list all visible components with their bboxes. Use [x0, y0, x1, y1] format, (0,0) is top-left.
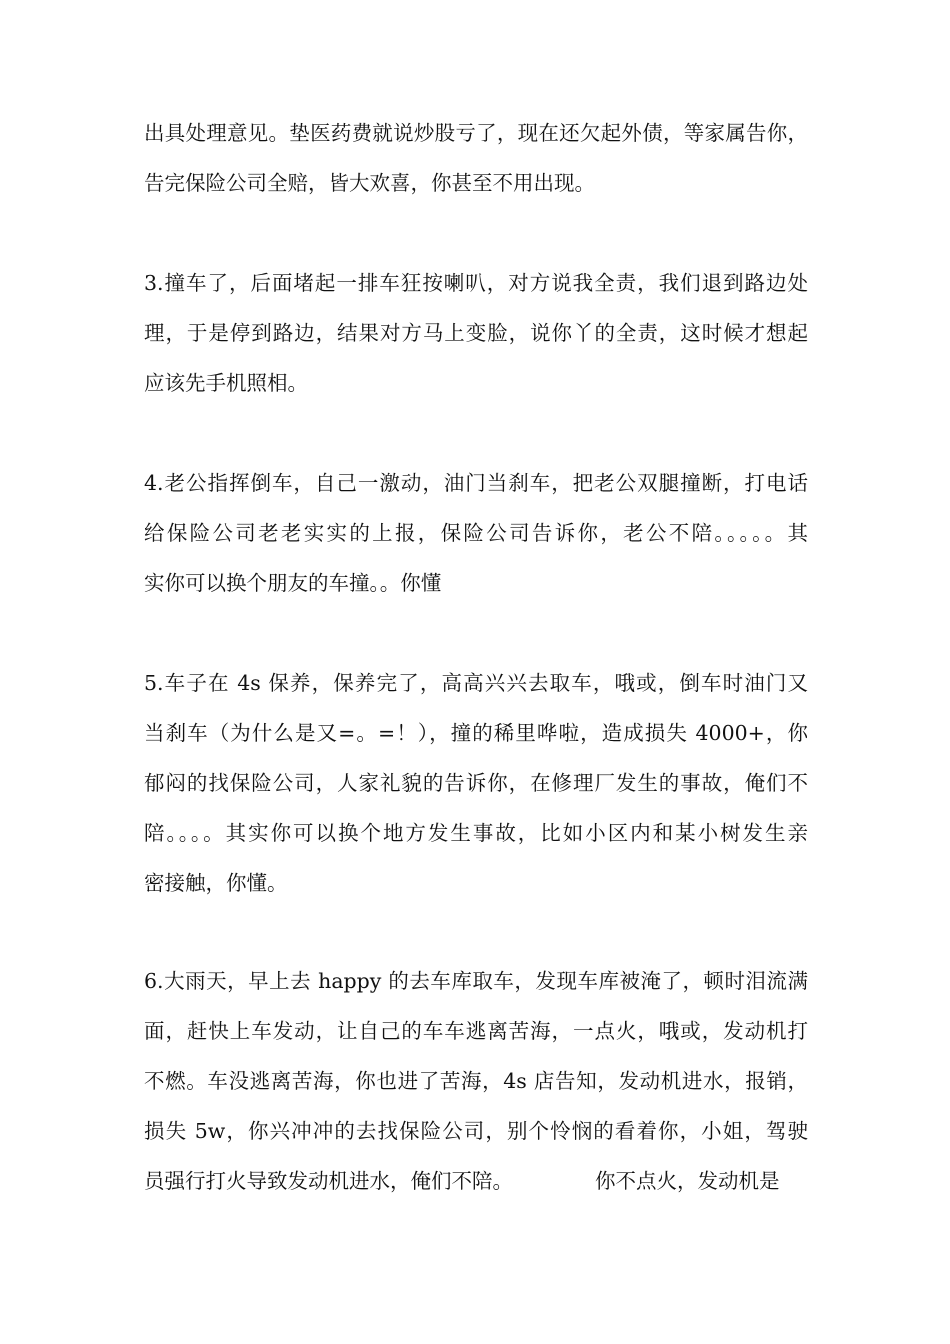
text-line: 面，赶快上车发动，让自己的车车逃离苦海，一点火，哦或，发动机打 [144, 1019, 808, 1043]
paragraph-item-6 [144, 956, 808, 1206]
text-line: 告完保险公司全赔，皆大欢喜，你甚至不用出现。 [144, 171, 595, 195]
text-line: 郁闷的找保险公司，人家礼貌的告诉你，在修理厂发生的事故，俺们不 [144, 771, 808, 795]
text-line: 3.撞车了，后面堵起一排车狂按喇叭，对方说我全责，我们退到路边处 [144, 271, 808, 295]
text-segment: 你不点火，发动机是 [595, 1169, 780, 1193]
text-line: 理，于是停到路边，结果对方马上变脸，说你丫的全责，这时候才想起 [144, 321, 808, 345]
text-line: 6.大雨天，早上去 happy 的去车库取车，发现车库被淹了，顿时泪流满 [144, 969, 808, 993]
text-line: 陪。。。。其实你可以换个地方发生事故，比如小区内和某小树发生亲 [144, 821, 808, 845]
text-line: 不燃。车没逃离苦海，你也进了苦海，4s 店告知，发动机进水，报销， [144, 1069, 808, 1093]
text-line: 损失 5w，你兴冲冲的去找保险公司，别个怜悯的看着你，小姐，驾驶 [144, 1119, 808, 1143]
paragraph-item-5 [144, 658, 808, 908]
text-line: 4.老公指挥倒车，自己一激动，油门当刹车，把老公双腿撞断，打电话 [144, 471, 808, 495]
text-line: 密接触，你懂。 [144, 871, 288, 895]
paragraph-item-3 [144, 258, 808, 408]
text-segment: 员强行打火导致发动机进水，俺们不陪。 [144, 1169, 513, 1193]
paragraph-item-4 [144, 458, 808, 608]
text-line: 应该先手机照相。 [144, 371, 308, 395]
paragraph-1 [144, 108, 808, 208]
text-line: 当刹车（为什么是又=。=！），撞的稀里哗啦，造成损失 4000+，你 [144, 721, 808, 745]
text-line: 实你可以换个朋友的车撞。。你懂 [144, 571, 442, 595]
text-line-split [144, 1156, 808, 1206]
text-line: 5.车子在 4s 保养，保养完了，高高兴兴去取车，哦或，倒车时油门又 [144, 671, 808, 695]
text-line: 给保险公司老老实实的上报，保险公司告诉你，老公不陪。。。。。其 [144, 521, 808, 545]
text-line: 出具处理意见。垫医药费就说炒股亏了，现在还欠起外债，等家属告你， [144, 121, 808, 145]
